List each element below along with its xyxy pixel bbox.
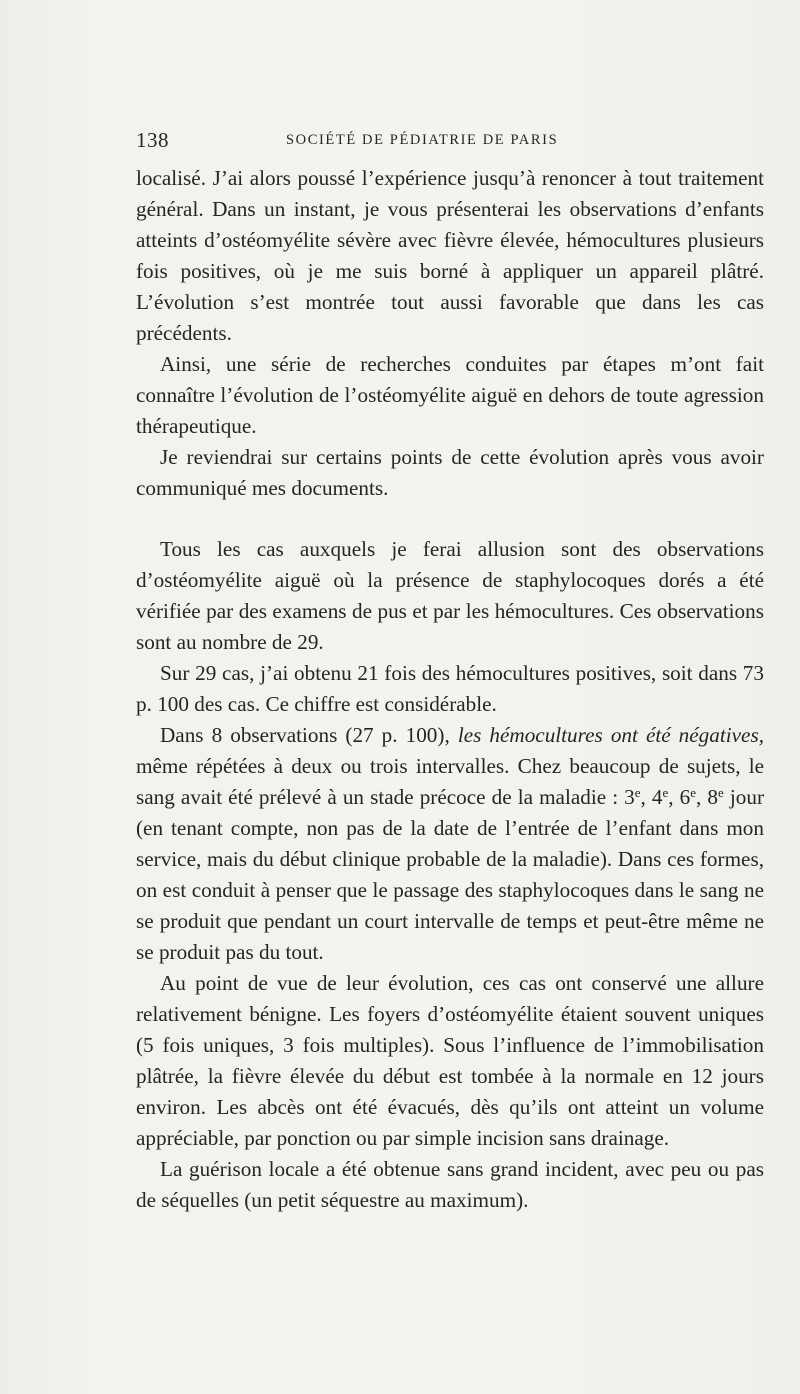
ordinal-superscript: e [718,785,724,800]
paragraph-6 [136,720,764,968]
paragraph-1: localisé. J’ai alors poussé l’expérience jusqu’à renoncer à tout traitement général. Dans un instant, je vous présenterai les observations d’enfants atteints d’ostéomyélite sévère avec fièvre élevée, hémocultures plusieurs fois positives, où je me suis borné à appliquer un appareil plâtré. L’évolution s’est montrée tout aussi favorable que dans les cas précédents. [136,166,764,345]
body-text [136,163,764,1216]
ordinal-superscript: e [634,785,641,800]
ordinal-superscript: e [662,785,669,800]
paragraph-6-text-f: jour (en tenant compte, non pas de la date de l’entrée de l’enfant dans mon service, mais du début clinique probable de la maladie). Dans ces formes, on est conduit à penser que le passage des staphylocoques dans le sang ne se produit que pendant un court intervalle de temps et peut-être même ne se produit pas du tout. [136,785,765,964]
page-header [136,126,664,154]
paragraph-6-text-c: , 4 [640,785,663,809]
paragraph-6-text-a: Dans 8 observations (27 p. 100), [160,723,458,747]
paragraph-6-text-b: même répétées à deux ou trois intervalles. Chez beaucoup de sujets, le sang avait été prélevé à un stade précoce de la maladie : 3 [136,754,764,809]
page-number: 138 [136,128,169,152]
paragraph-4: Tous les cas auxquels je ferai allusion sont des observations d’ostéomyélite aiguë où la présence de staphylocoques dorés a été vérifiée par des examens de pus et par les hémocultures. Ces observations sont au nombre de 29. [136,537,764,654]
section-spacer [136,504,764,534]
paragraph-6-text-e: , 8 [696,785,719,809]
paragraph-7: Au point de vue de leur évolution, ces cas ont conservé une allure relativement bénigne. Les foyers d’ostéomyélite étaient souvent uniques (5 fois uniques, 3 fois multiples). Sous l’influence de l’immobilisation plâtrée, la fièvre élevée du début est tombée à la normale en 12 jours environ. Les abcès ont été évacués, dès qu’ils ont atteint un volume appréciable, par ponction ou par simple incision sans drainage. [136,971,764,1150]
paragraph-3: Je reviendrai sur certains points de cette évolution après vous avoir communiqué mes documents. [136,445,764,500]
paragraph-6-italic: les hémocultures ont été négatives, [457,723,764,747]
running-title: SOCIÉTÉ DE PÉDIATRIE DE PARIS [286,132,559,148]
paragraph-6-text-d: , 6 [668,785,691,809]
ordinal-superscript: e [690,785,697,800]
paragraph-2: Ainsi, une série de recherches conduites par étapes m’ont fait connaître l’évolution de l’ostéomyélite aiguë en dehors de toute agression thérapeutique. [136,352,764,438]
paragraph-8: La guérison locale a été obtenue sans grand incident, avec peu ou pas de séquelles (un petit séquestre au maximum). [136,1157,764,1212]
paragraph-5: Sur 29 cas, j’ai obtenu 21 fois des hémocultures positives, soit dans 73 p. 100 des cas. Ce chiffre est considérable. [136,661,764,716]
